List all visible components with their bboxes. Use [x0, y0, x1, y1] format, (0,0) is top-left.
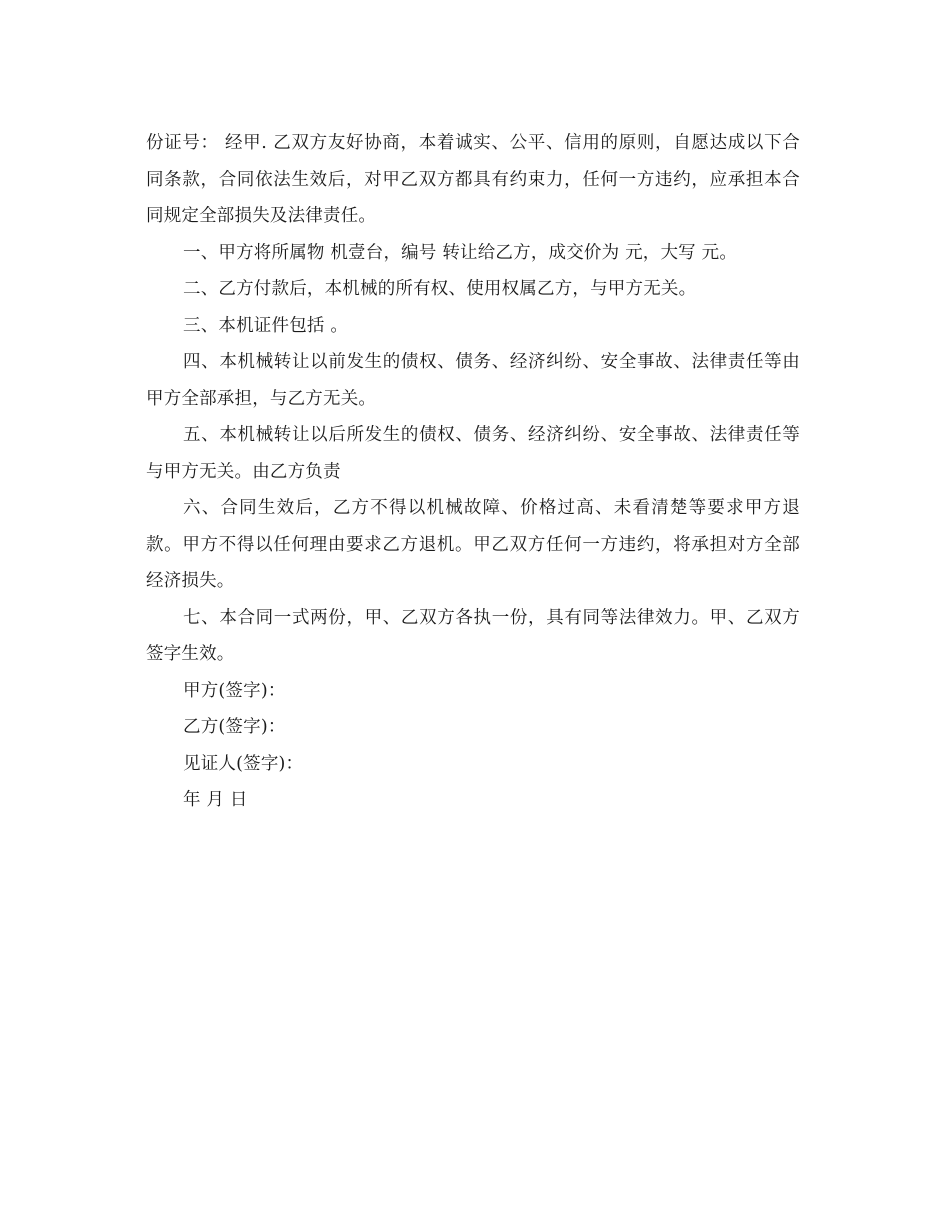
contract-body [146, 125, 800, 819]
clause-2: 二、乙方付款后，本机械的所有权、使用权属乙方，与甲方无关。 [183, 279, 697, 299]
signature-date: 年 月 日 [183, 790, 248, 810]
clause-5: 五、本机械转让以后所发生的债权、债务、经济纠纷、安全事故、法律责任等与甲方无关。由乙方负责 [146, 425, 800, 482]
clause-3: 三、本机证件包括 。 [183, 315, 349, 336]
clause-6: 六、合同生效后，乙方不得以机械故障、价格过高、未看清楚等要求甲方退款。甲方不得以任何理由要求乙方退机。甲乙双方任何一方违约，将承担对方全部经济损失。 [146, 498, 800, 591]
clause-7: 七、本合同一式两份，甲、乙双方各执一份，具有同等法律效力。甲、乙双方签字生效。 [146, 607, 800, 664]
preamble-paragraph: 份证号： 经甲. 乙双方友好协商，本着诚实、公平、信用的原则，自愿达成以下合同条款，合同依法生效后，对甲乙双方都具有约束力，任何一方违约，应承担本合同规定全部损失及法律责任。 [146, 133, 800, 226]
signature-party-b: 乙方(签字)： [183, 717, 286, 737]
clause-1: 一、甲方将所属物 机壹台，编号 转让给乙方，成交价为 元，大写 元。 [183, 242, 738, 263]
clause-4: 四、本机械转让以前发生的债权、债务、经济纠纷、安全事故、法律责任等由甲方全部承担，与乙方无关。 [146, 352, 800, 409]
signature-party-a: 甲方(签字)： [183, 680, 286, 701]
signature-witness: 见证人(签字)： [183, 753, 304, 774]
